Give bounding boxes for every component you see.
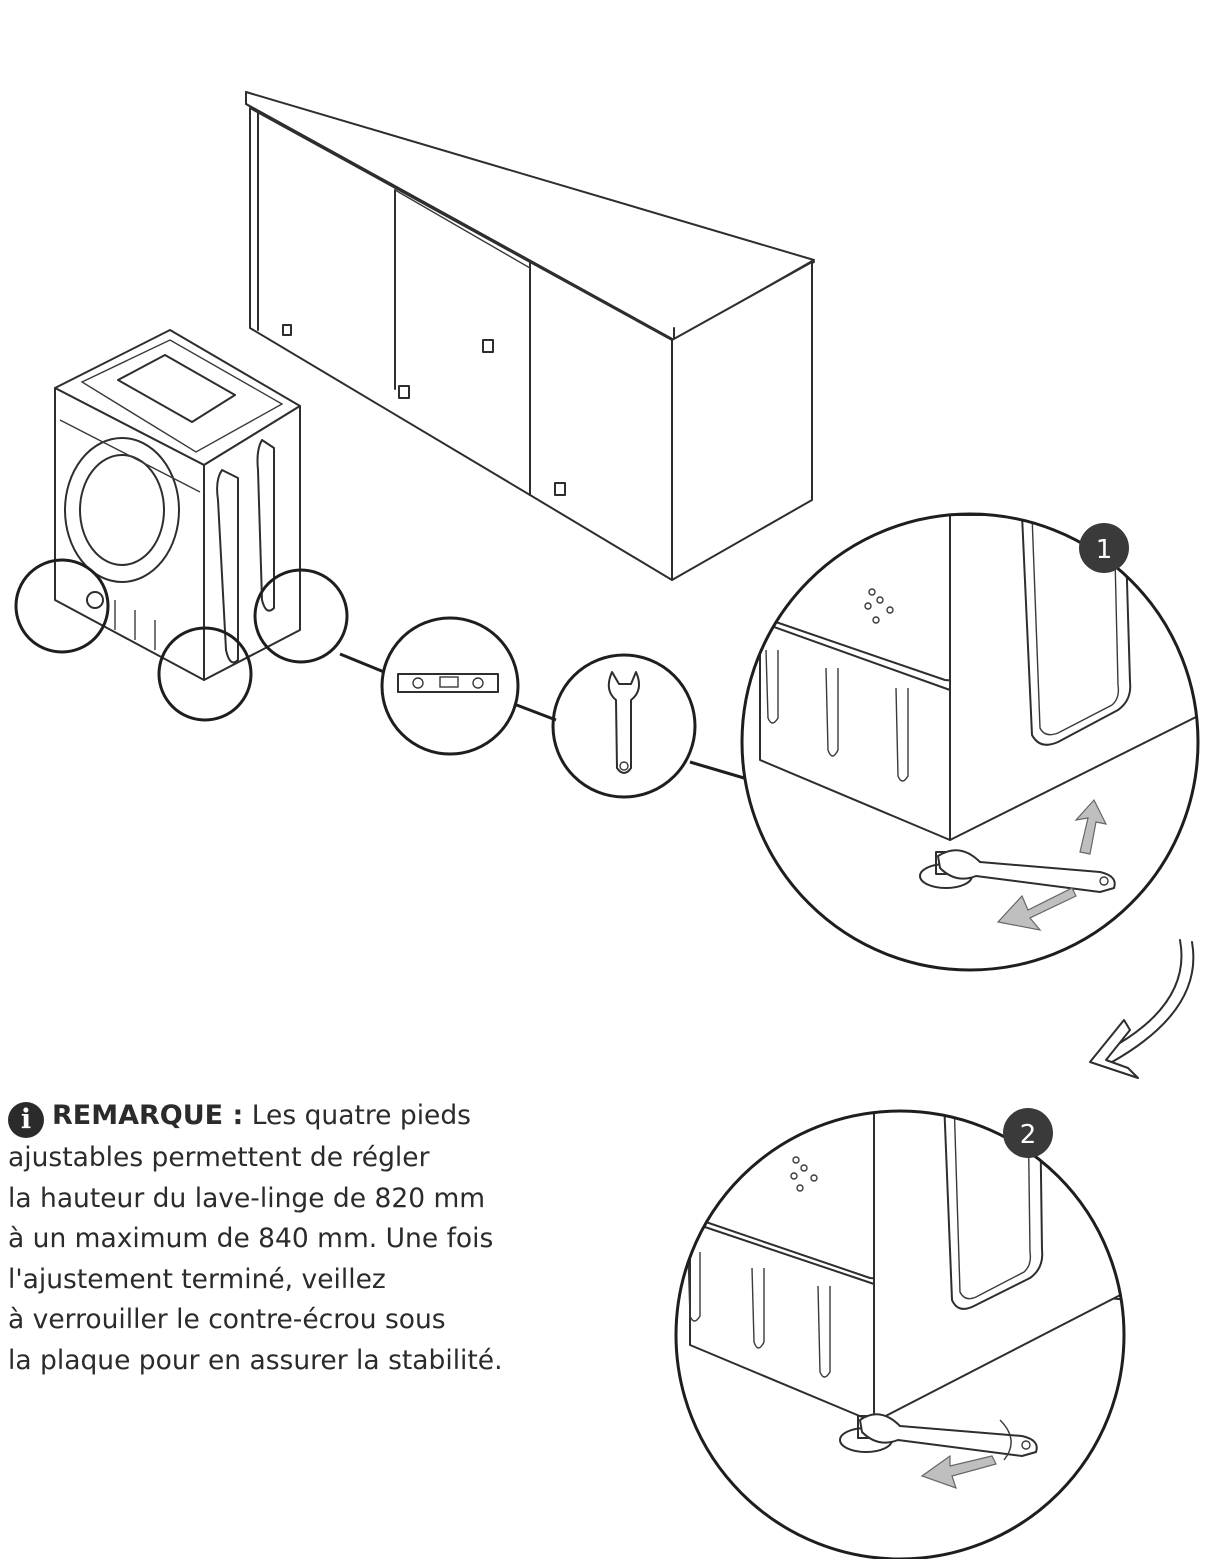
washing-machine	[55, 330, 300, 680]
note-line: à un maximum de 840 mm. Une fois	[8, 1223, 494, 1254]
next-step-arrow	[1090, 940, 1193, 1078]
step-2-detail	[670, 1100, 1130, 1559]
note-block	[8, 1096, 528, 1381]
info-icon: i	[8, 1102, 44, 1138]
step-2-badge: 2	[1019, 1120, 1037, 1150]
note-line: Les quatre pieds	[251, 1100, 471, 1131]
step-1-badge: 1	[1095, 535, 1113, 565]
kitchen-cabinet	[246, 92, 814, 580]
wrench-tool	[553, 655, 695, 797]
note-line: la hauteur du lave-linge de 820 mm	[8, 1182, 486, 1214]
connector-lines	[340, 654, 744, 778]
note-line: ajustables permettent de régler	[8, 1142, 430, 1173]
note-line: l'ajustement terminé, veillez	[8, 1263, 386, 1295]
note-first-line	[8, 1096, 528, 1138]
spirit-level-tool	[382, 618, 518, 754]
note-heading: REMARQUE :	[52, 1100, 244, 1131]
note-line: à verrouiller le contre-écrou sous	[8, 1304, 446, 1335]
note-line: la plaque pour en assurer la stabilité.	[8, 1344, 503, 1376]
step-1-detail	[740, 514, 1200, 980]
